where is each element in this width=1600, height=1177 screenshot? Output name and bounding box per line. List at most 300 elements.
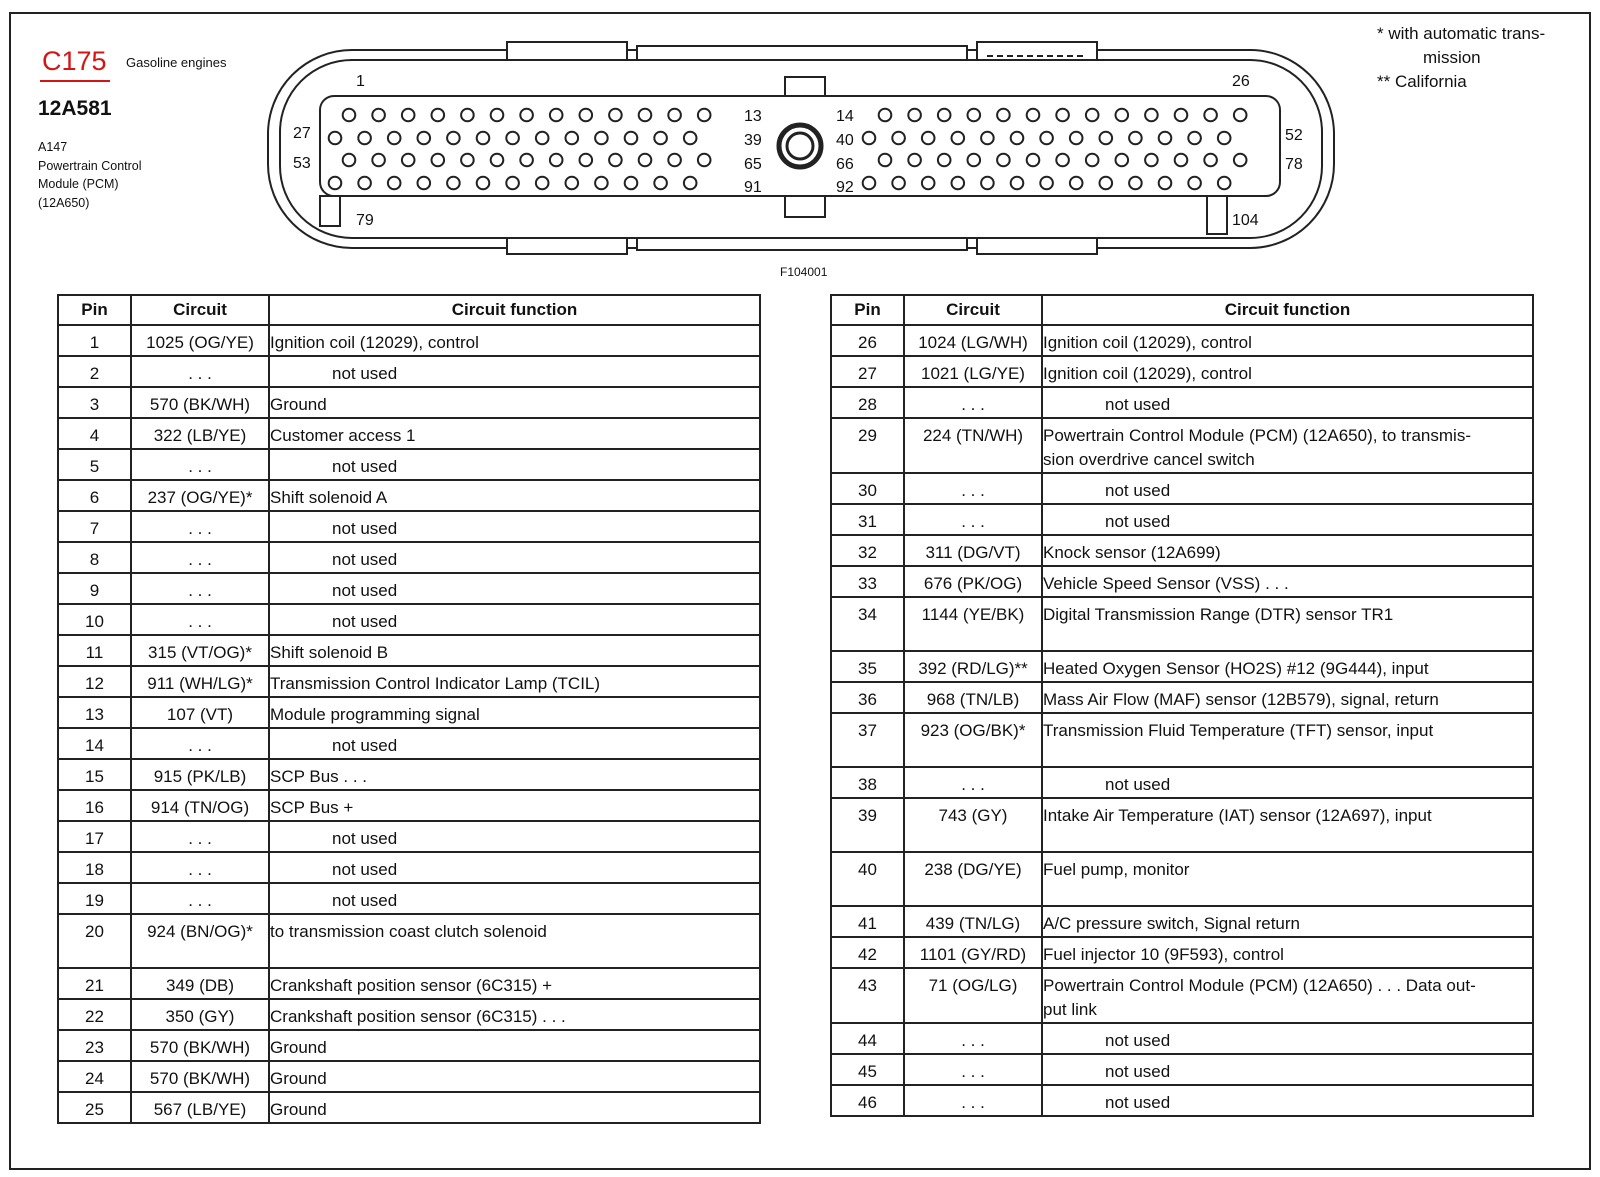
function-cell	[269, 325, 760, 356]
pin-cell-text: 45	[858, 1062, 877, 1081]
header-function: Circuit function	[1042, 295, 1533, 325]
table-row	[831, 906, 1533, 937]
pin-cell	[58, 449, 131, 480]
pin-cell-text: 20	[85, 922, 104, 941]
pin-hole	[1175, 154, 1188, 167]
pin-cell-text: 27	[858, 364, 877, 383]
function-cell-text: not used	[1105, 395, 1171, 414]
pin-cell-text: 14	[85, 736, 104, 755]
pin-label-13: 13	[744, 108, 762, 125]
function-cell-text: Transmission Fluid Temperature (TFT) sensor, input	[1043, 721, 1434, 740]
circuit-cell-text: 1025 (OG/YE)	[146, 333, 254, 352]
table-row	[831, 473, 1533, 504]
latch-bottom-right	[977, 238, 1097, 254]
circuit-cell	[131, 1061, 269, 1092]
pin-hole	[432, 154, 445, 167]
pin-hole	[1175, 109, 1188, 122]
circuit-cell-text: 911 (WH/LG)*	[147, 674, 253, 693]
pin-hole	[938, 109, 951, 122]
pin-cell-text: 7	[89, 519, 100, 538]
function-cell-text: not used	[332, 860, 398, 879]
pin-hole	[566, 132, 579, 145]
circuit-cell	[904, 767, 1042, 798]
function-cell	[269, 759, 760, 790]
pin-label-53: 53	[293, 155, 311, 172]
function-cell-text: SCP Bus . . .	[270, 767, 368, 786]
function-cell-text: not used	[332, 612, 398, 631]
pin-cell-text: 17	[85, 829, 104, 848]
pin-cell-text: 8	[89, 550, 100, 569]
connector-diagram	[0, 0, 1600, 290]
table-row	[831, 682, 1533, 713]
footnote-automatic: * with automatic trans-	[1377, 24, 1546, 43]
circuit-cell-text: 570 (BK/WH)	[149, 395, 251, 414]
function-cell	[269, 573, 760, 604]
table-row	[58, 387, 760, 418]
circuit-cell	[131, 449, 269, 480]
function-cell	[1042, 387, 1533, 418]
pin-cell-text: 28	[858, 395, 877, 414]
pin-cell	[58, 852, 131, 883]
circuit-cell	[904, 356, 1042, 387]
circuit-cell	[904, 798, 1042, 852]
pin-hole	[1027, 109, 1040, 122]
table-row	[58, 511, 760, 542]
pin-field	[320, 96, 1280, 196]
function-cell	[269, 387, 760, 418]
circuit-cell-text: 392 (RD/LG)**	[918, 659, 1028, 678]
circuit-cell-text: 676 (PK/OG)	[923, 574, 1023, 593]
part-number: 12A581	[38, 97, 112, 120]
table-row	[831, 566, 1533, 597]
function-cell	[269, 542, 760, 573]
function-cell	[269, 1092, 760, 1123]
function-cell-text: not used	[332, 550, 398, 569]
function-cell	[1042, 968, 1533, 1023]
circuit-cell	[904, 473, 1042, 504]
function-cell-text: Intake Air Temperature (IAT) sensor (12A697), input	[1043, 806, 1432, 825]
pin-cell	[831, 504, 904, 535]
function-cell-text: Ignition coil (12029), control	[1043, 333, 1252, 352]
pin-hole	[358, 132, 371, 145]
pin-cell	[831, 1054, 904, 1085]
circuit-cell	[904, 387, 1042, 418]
pin-hole	[908, 109, 921, 122]
function-cell-text: Powertrain Control Module (PCM) (12A650) . . . Data out-	[1043, 976, 1476, 995]
pin-hole	[343, 154, 356, 167]
function-cell-text: not used	[1105, 1031, 1171, 1050]
circuit-cell-text: 743 (GY)	[938, 806, 1008, 825]
pin-cell	[58, 1030, 131, 1061]
pin-cell-text: 16	[85, 798, 104, 817]
pin-cell	[58, 759, 131, 790]
function-cell	[269, 790, 760, 821]
circuit-cell-text: . . .	[961, 512, 985, 531]
pin-hole	[1234, 154, 1247, 167]
pin-hole	[879, 154, 892, 167]
circuit-cell	[904, 906, 1042, 937]
circuit-cell-text: . . .	[188, 581, 212, 600]
pin-cell	[58, 387, 131, 418]
circuit-cell-text: . . .	[961, 1093, 985, 1112]
function-cell	[269, 1061, 760, 1092]
pin-hole	[938, 154, 951, 167]
pin-hole	[536, 177, 549, 190]
table-row	[58, 542, 760, 573]
description-line: (12A650)	[38, 195, 90, 210]
pin-hole	[654, 132, 667, 145]
table-row	[58, 573, 760, 604]
function-cell	[1042, 356, 1533, 387]
pin-hole	[1218, 132, 1231, 145]
pin-hole	[329, 177, 342, 190]
function-cell	[1042, 906, 1533, 937]
circuit-cell	[131, 511, 269, 542]
pin-hole	[625, 177, 638, 190]
circuit-cell-text: 237 (OG/YE)*	[147, 488, 253, 507]
table-row	[831, 713, 1533, 767]
function-cell-text: Ground	[270, 1100, 327, 1119]
pin-cell-text: 44	[858, 1031, 877, 1050]
function-cell-text: Powertrain Control Module (PCM) (12A650), to transmis-	[1043, 426, 1471, 445]
pin-hole	[580, 109, 593, 122]
pin-hole	[1070, 132, 1083, 145]
pin-cell-text: 23	[85, 1038, 104, 1057]
pin-cell-text: 11	[85, 643, 104, 662]
function-cell	[269, 968, 760, 999]
circuit-cell-text: 923 (OG/BK)*	[920, 721, 1026, 740]
pin-hole	[1145, 109, 1158, 122]
pin-cell	[831, 418, 904, 473]
function-cell	[269, 449, 760, 480]
function-cell-text: not used	[1105, 1062, 1171, 1081]
pin-hole	[1145, 154, 1158, 167]
circuit-cell-text: 349 (DB)	[165, 976, 235, 995]
pin-cell	[831, 852, 904, 906]
circuit-cell	[904, 1085, 1042, 1116]
function-cell	[269, 480, 760, 511]
table-row	[831, 535, 1533, 566]
pin-hole	[684, 177, 697, 190]
circuit-cell	[131, 1030, 269, 1061]
function-cell	[269, 511, 760, 542]
pin-hole	[1011, 177, 1024, 190]
circuit-cell	[904, 682, 1042, 713]
pin-cell	[831, 356, 904, 387]
circuit-cell-text: . . .	[961, 775, 985, 794]
function-cell	[1042, 535, 1533, 566]
pin-hole	[952, 132, 965, 145]
pin-hole	[892, 132, 905, 145]
function-cell-text: Transmission Control Indicator Lamp (TCIL)	[270, 674, 601, 693]
pin-cell	[58, 1092, 131, 1123]
pin-table-right	[830, 294, 1534, 1117]
circuit-cell-text: 924 (BN/OG)*	[147, 922, 253, 941]
function-cell-text: Ignition coil (12029), control	[1043, 364, 1252, 383]
pin-hole	[1086, 109, 1099, 122]
pin-hole	[609, 154, 622, 167]
function-cell-text: not used	[332, 519, 398, 538]
pin-hole	[580, 154, 593, 167]
function-cell	[1042, 937, 1533, 968]
pin-hole	[698, 154, 711, 167]
pin-cell	[831, 535, 904, 566]
pin-hole	[654, 177, 667, 190]
pin-cell	[831, 798, 904, 852]
function-cell-text: A/C pressure switch, Signal return	[1043, 914, 1300, 933]
table-row	[58, 480, 760, 511]
latch-top-right	[977, 42, 1097, 60]
pin-hole	[1040, 132, 1053, 145]
circuit-cell-text: 238 (DG/YE)	[924, 860, 1022, 879]
pin-label-40: 40	[836, 132, 854, 149]
pin-hole	[329, 132, 342, 145]
function-cell-text: not used	[332, 581, 398, 600]
table-row	[831, 504, 1533, 535]
pin-hole	[520, 109, 533, 122]
pin-hole	[1100, 177, 1113, 190]
pin-cell-text: 25	[85, 1100, 104, 1119]
function-cell-text: Shift solenoid B	[270, 643, 389, 662]
circuit-cell-text: . . .	[188, 612, 212, 631]
polarizer-right	[1207, 196, 1227, 234]
table-row	[58, 325, 760, 356]
pin-hole	[639, 109, 652, 122]
circuit-cell	[904, 968, 1042, 1023]
pin-table-left	[57, 294, 761, 1124]
table-row	[58, 449, 760, 480]
circuit-cell	[904, 504, 1042, 535]
circuit-cell-text: . . .	[188, 829, 212, 848]
pin-hole	[1116, 109, 1129, 122]
pin-hole	[506, 132, 519, 145]
pin-cell	[831, 937, 904, 968]
pin-cell-text: 36	[858, 690, 877, 709]
function-cell-text: Digital Transmission Range (DTR) sensor TR1	[1043, 605, 1394, 624]
table-row	[831, 597, 1533, 651]
function-cell-text: Module programming signal	[270, 705, 480, 724]
pin-cell	[58, 697, 131, 728]
pin-cell-text: 42	[858, 945, 877, 964]
circuit-cell-text: . . .	[961, 1031, 985, 1050]
pin-cell	[58, 914, 131, 968]
circuit-cell-text: . . .	[188, 736, 212, 755]
function-cell	[1042, 798, 1533, 852]
pin-cell-text: 32	[858, 543, 877, 562]
pin-cell	[831, 387, 904, 418]
pin-cell-text: 19	[85, 891, 104, 910]
function-cell-text: Customer access 1	[270, 426, 416, 445]
circuit-cell	[131, 968, 269, 999]
pin-hole	[639, 154, 652, 167]
table-row	[58, 790, 760, 821]
pin-hole	[625, 132, 638, 145]
pin-label-66: 66	[836, 156, 854, 173]
circuit-cell	[131, 697, 269, 728]
function-cell	[269, 883, 760, 914]
table-row	[831, 937, 1533, 968]
pin-label-92: 92	[836, 179, 854, 196]
circuit-cell	[131, 821, 269, 852]
function-cell	[269, 999, 760, 1030]
pin-hole	[388, 132, 401, 145]
pin-cell	[58, 790, 131, 821]
pin-hole	[981, 132, 994, 145]
pin-hole	[1056, 109, 1069, 122]
pin-cell-text: 29	[858, 426, 877, 445]
function-cell-text: Ground	[270, 1038, 327, 1057]
function-cell-text: not used	[332, 457, 398, 476]
function-cell-text: not used	[332, 829, 398, 848]
engine-note: Gasoline engines	[126, 55, 227, 70]
function-cell-text: to transmission coast clutch solenoid	[270, 922, 547, 941]
pin-cell-text: 21	[85, 976, 104, 995]
pin-cell-text: 2	[89, 364, 100, 383]
pin-label-91: 91	[744, 179, 762, 196]
pin-hole	[358, 177, 371, 190]
pin-cell	[58, 999, 131, 1030]
table-row	[831, 651, 1533, 682]
function-cell-text: Vehicle Speed Sensor (VSS) . . .	[1043, 574, 1289, 593]
table-row	[58, 418, 760, 449]
pin-cell	[58, 356, 131, 387]
table-row	[831, 387, 1533, 418]
pin-cell-text: 33	[858, 574, 877, 593]
pin-cell-text: 13	[85, 705, 104, 724]
table-row	[58, 728, 760, 759]
pin-hole	[566, 177, 579, 190]
pin-hole	[388, 177, 401, 190]
pin-cell	[58, 542, 131, 573]
pin-label-78: 78	[1285, 156, 1303, 173]
function-cell	[1042, 597, 1533, 651]
footnote-automatic-cont: mission	[1423, 48, 1481, 67]
table-row	[831, 356, 1533, 387]
function-cell-text: Shift solenoid A	[270, 488, 388, 507]
table-row	[58, 1092, 760, 1123]
circuit-cell-text: 968 (TN/LB)	[926, 690, 1020, 709]
circuit-cell-text: . . .	[188, 860, 212, 879]
pin-label-26: 26	[1232, 73, 1250, 90]
circuit-cell	[904, 937, 1042, 968]
function-cell-text: Mass Air Flow (MAF) sensor (12B579), signal, return	[1043, 690, 1439, 709]
circuit-cell-text: 915 (PK/LB)	[153, 767, 247, 786]
pin-hole	[684, 132, 697, 145]
pin-hole	[477, 132, 490, 145]
circuit-cell	[131, 852, 269, 883]
header-pin: Pin	[831, 295, 904, 325]
header-circuit: Circuit	[904, 295, 1042, 325]
pin-cell-text: 10	[85, 612, 104, 631]
description-line: A147	[38, 140, 68, 154]
pin-hole	[477, 177, 490, 190]
pin-cell	[831, 473, 904, 504]
latch-bottom-center	[637, 238, 967, 250]
center-bolt-icon	[779, 125, 821, 167]
pin-cell-text: 37	[858, 721, 877, 740]
function-cell	[1042, 1023, 1533, 1054]
connector-code: C175	[42, 46, 107, 76]
pin-cell	[831, 597, 904, 651]
pin-hole	[506, 177, 519, 190]
pin-hole	[1129, 132, 1142, 145]
pin-hole	[418, 177, 431, 190]
pin-hole	[461, 109, 474, 122]
pin-label-104: 104	[1232, 212, 1259, 229]
pin-hole	[609, 109, 622, 122]
pin-hole	[432, 109, 445, 122]
pin-cell	[58, 728, 131, 759]
pin-label-39: 39	[744, 132, 762, 149]
function-cell	[269, 697, 760, 728]
header-circuit: Circuit	[131, 295, 269, 325]
function-cell	[269, 914, 760, 968]
circuit-cell	[131, 542, 269, 573]
pin-hole	[879, 109, 892, 122]
pin-hole	[1188, 132, 1201, 145]
table-row	[831, 852, 1533, 906]
function-cell-text: not used	[332, 736, 398, 755]
pin-hole	[447, 177, 460, 190]
table-row	[58, 821, 760, 852]
function-cell-text: Ground	[270, 1069, 327, 1088]
function-cell	[1042, 713, 1533, 767]
pin-cell	[58, 821, 131, 852]
table-row	[58, 356, 760, 387]
pin-hole	[952, 177, 965, 190]
pin-cell-text: 31	[858, 512, 877, 531]
circuit-cell-text: 567 (LB/YE)	[153, 1100, 247, 1119]
pin-hole	[595, 132, 608, 145]
circuit-cell-text: 570 (BK/WH)	[149, 1069, 251, 1088]
circuit-cell	[131, 999, 269, 1030]
function-cell	[269, 635, 760, 666]
pin-hole	[343, 109, 356, 122]
table-row	[58, 852, 760, 883]
pin-hole	[698, 109, 711, 122]
function-cell-text: Fuel pump, monitor	[1043, 860, 1190, 879]
pin-label-65: 65	[744, 156, 762, 173]
pin-hole	[892, 177, 905, 190]
pin-cell-text: 9	[89, 581, 100, 600]
function-cell-text: Crankshaft position sensor (6C315) +	[270, 976, 553, 995]
figure-id: F104001	[780, 265, 828, 279]
circuit-cell	[131, 883, 269, 914]
pin-hole	[908, 154, 921, 167]
pin-cell-text: 12	[85, 674, 104, 693]
pin-hole	[1204, 109, 1217, 122]
pin-hole	[595, 177, 608, 190]
circuit-cell-text: . . .	[188, 519, 212, 538]
circuit-cell-text: 1021 (LG/YE)	[921, 364, 1025, 383]
function-cell	[269, 666, 760, 697]
circuit-cell-text: 311 (DG/VT)	[925, 543, 1021, 562]
table-row	[58, 1061, 760, 1092]
pin-hole	[1040, 177, 1053, 190]
table-row	[58, 999, 760, 1030]
circuit-cell-text: . . .	[188, 364, 212, 383]
table-row	[58, 914, 760, 968]
pin-hole	[372, 154, 385, 167]
footnote-california: ** California	[1377, 72, 1467, 91]
function-cell	[1042, 504, 1533, 535]
pin-cell	[58, 511, 131, 542]
pin-hole	[447, 132, 460, 145]
table-row	[831, 1085, 1533, 1116]
pin-cell	[831, 713, 904, 767]
circuit-cell	[904, 852, 1042, 906]
table-row	[58, 883, 760, 914]
